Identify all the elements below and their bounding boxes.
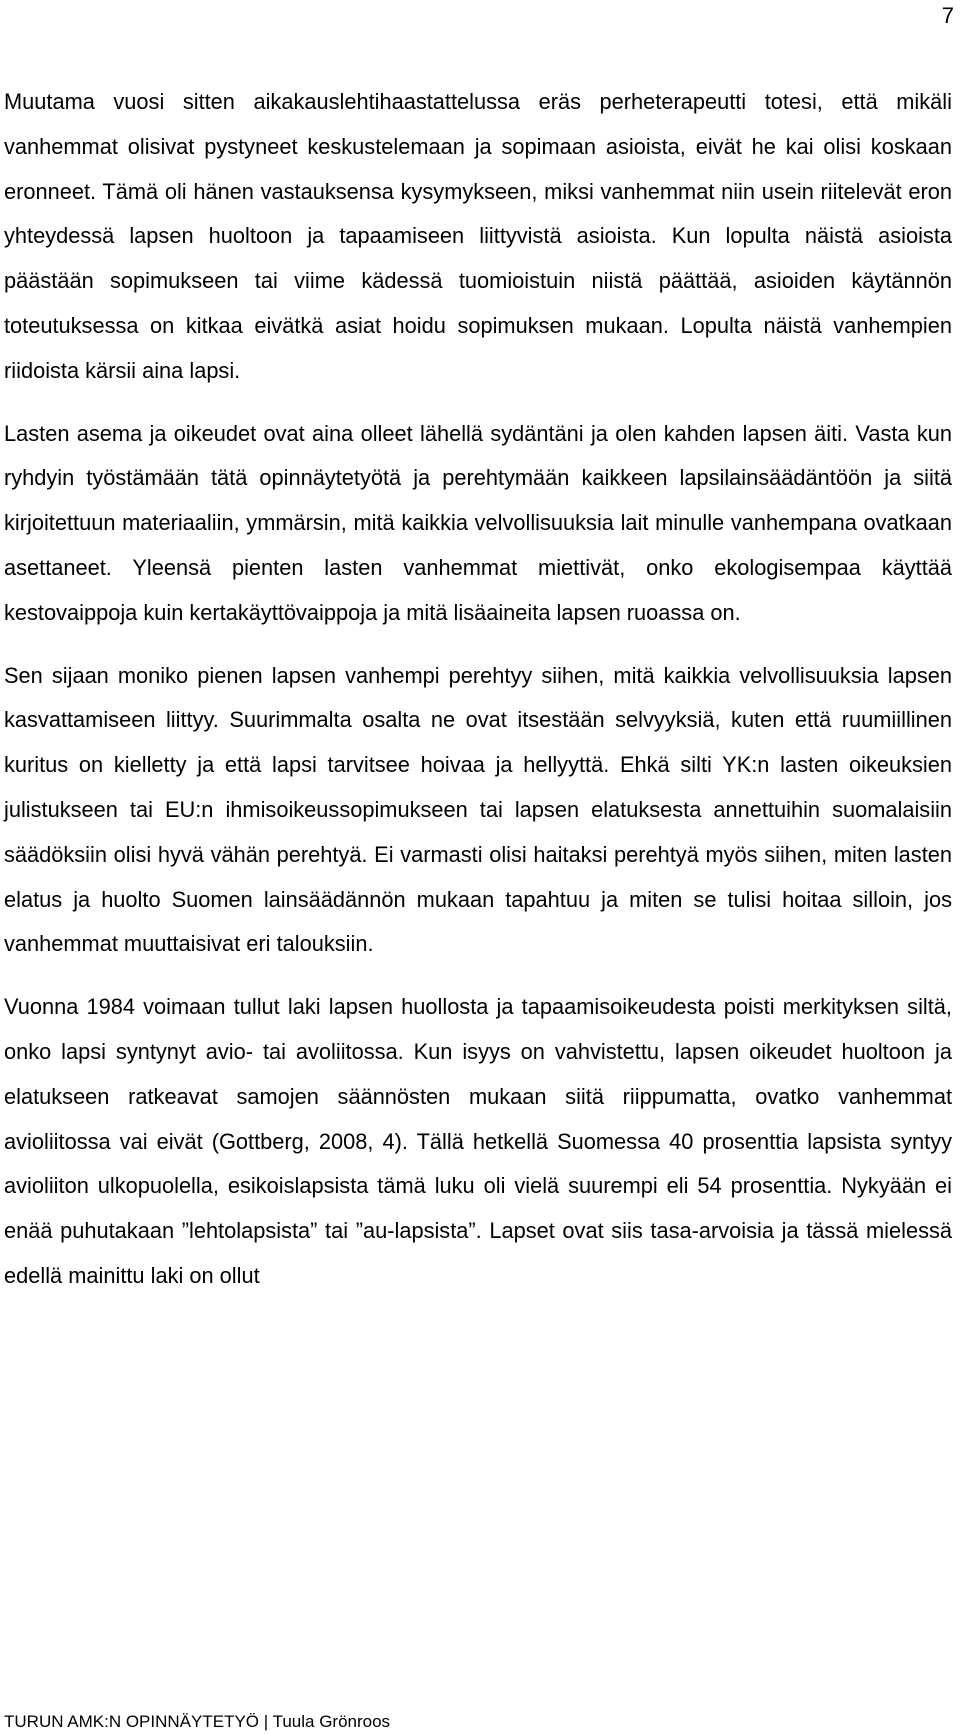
document-body <box>4 80 952 1317</box>
paragraph-1: Muutama vuosi sitten aikakauslehtihaastattelussa eräs perheterapeutti totesi, että mikäli vanhemmat olisivat pystyneet keskustelemaan ja sopimaan asioista, eivät he kai olisi koskaan eronneet. Tämä oli hänen vastauksensa kysymykseen, miksi vanhemmat niin usein riitelevät eron yhteydessä lapsen huoltoon ja tapaamiseen liittyvistä asioista. Kun lopulta näistä asioista päästään sopimukseen tai viime kädessä tuomioistuin niistä päättää, asioiden käytännön toteutuksessa on kitkaa eivätkä asiat hoidu sopimuksen mukaan. Lopulta näistä vanhempien riidoista kärsii aina lapsi. <box>4 89 952 383</box>
page-footer: TURUN AMK:N OPINNÄYTETYÖ | Tuula Grönroos <box>4 1712 391 1731</box>
page-number: 7 <box>941 3 954 28</box>
paragraph-4: Vuonna 1984 voimaan tullut laki lapsen huollosta ja tapaamisoikeudesta poisti merkityksen siltä, onko lapsi syntynyt avio- tai avoliitossa. Kun isyys on vahvistettu, lapsen oikeudet huoltoon ja elatukseen ratkeavat samojen säännösten mukaan siitä riippumatta, ovatko vanhemmat avioliitossa vai eivät (Gottberg, 2008, 4). Tällä hetkellä Suomessa 40 prosenttia lapsista syntyy avioliiton ulkopuolella, esikoislapsista tämä luku oli vielä suurempi eli 54 prosenttia. Nykyään ei enää puhutakaan ”lehtolapsista” tai ”au-lapsista”. Lapset ovat siis tasa-arvoisia ja tässä mielessä edellä mainittu laki on ollut <box>4 994 952 1288</box>
paragraph-2: Lasten asema ja oikeudet ovat aina olleet lähellä sydäntäni ja olen kahden lapsen äiti. Vasta kun ryhdyin työstämään tätä opinnäytetyötä ja perehtymään kaikkeen lapsilainsäädäntöön ja siitä kirjoitettuun materiaaliin, ymmärsin, mitä kaikkia velvollisuuksia lait minulle vanhempana ovatkaan asettaneet. Yleensä pienten lasten vanhemmat miettivät, onko ekologisempaa käyttää kestovaippoja kuin kertakäyttövaippoja ja mitä lisäaineita lapsen ruoassa on. <box>4 420 952 625</box>
paragraph-3: Sen sijaan moniko pienen lapsen vanhempi perehtyy siihen, mitä kaikkia velvollisuuksia lapsen kasvattamiseen liittyy. Suurimmalta osalta ne ovat itsestään selvyyksiä, kuten että ruumiillinen kuritus on kielletty ja että lapsi tarvitsee hoivaa ja hellyyttä. Ehkä silti YK:n lasten oikeuksien julistukseen tai EU:n ihmisoikeussopimukseen tai lapsen elatuksesta annettuihin suomalaisiin säädöksiin olisi hyvä vähän perehtyä. Ei varmasti olisi haitaksi perehtyä myös siihen, miten lasten elatus ja huolto Suomen lainsäädännön mukaan tapahtuu ja miten se tulisi hoitaa silloin, jos vanhemmat muuttaisivat eri talouksiin. <box>4 662 952 957</box>
